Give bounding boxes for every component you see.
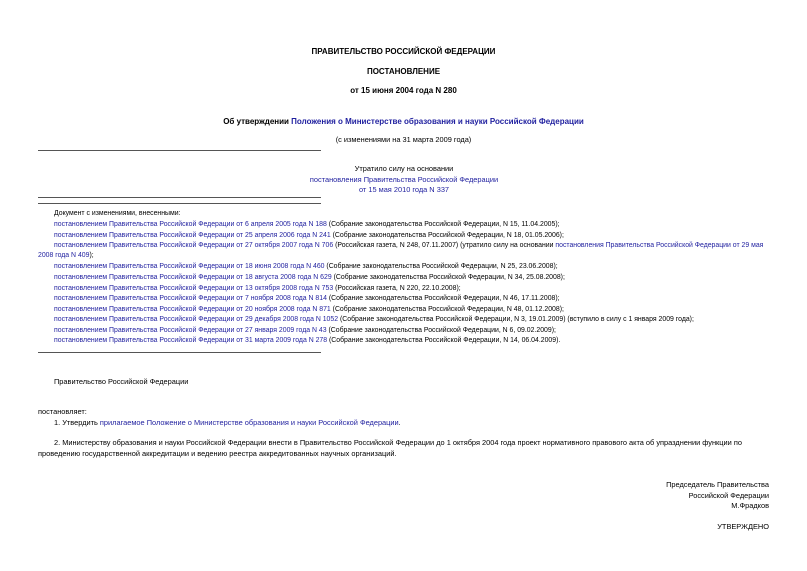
amendment-link[interactable]: постановлением Правительства Российской Федерации от 31 марта 2009 года N 278	[54, 337, 328, 344]
amendment-link[interactable]: постановлением Правительства Российской Федерации от 6 апреля 2005 года N 188	[54, 221, 327, 228]
amendment-link[interactable]: постановлением Правительства Российской Федерации от 18 июня 2008 года N 460	[54, 263, 325, 270]
title-prefix: Об утверждении	[223, 117, 292, 126]
paragraph-2: 2. Министерству образования и науки Российской Федерации внести в Правительство Российской Федерации до 1 октября 2004 года проект нормативного правового акта об упразднении функции по проведению государственной аккредитации и ведению реестра аккредитованных научных организаций.	[38, 438, 742, 458]
document-date-number: от 15 июня 2004 года N 280	[350, 86, 457, 95]
amendment-item: постановлением Правительства Российской Федерации от 29 декабря 2008 года N 1052 (Собрание законодательства Российской Федерации, N 3, 19.01.2009) (вступило в силу с 1 января 2009 года);	[54, 316, 694, 323]
amendment-link[interactable]: постановлением Правительства Российской Федерации от 20 ноября 2008 года N 871	[54, 306, 331, 313]
divider	[38, 352, 321, 353]
decrees-label: постановляет:	[38, 407, 87, 416]
document-type: ПОСТАНОВЛЕНИЕ	[366, 67, 441, 76]
paragraph-1: 1. Утвердить прилагаемое Положение о Министерстве образования и науки Российской Федерации.	[54, 418, 401, 427]
repeal-notice	[300, 164, 508, 196]
amendment-item: постановлением Правительства Российской Федерации от 7 ноября 2008 года N 814 (Собрание законодательства Российской Федерации, N 46, 17.11.2008);	[54, 295, 560, 302]
amended-note: (с изменениями на 31 марта 2009 года)	[335, 135, 472, 144]
amendment-item: постановлением Правительства Российской Федерации от 27 октября 2007 года N 706 (Российская газета, N 248, 07.11.2007) (утратило силу на основании постановления Правительства Российской Федерации от 29 мая 2008 года N 409);	[38, 242, 764, 259]
title-link[interactable]: Положения о Министерстве образования и науки Российской Федерации	[291, 117, 584, 126]
amendment-repeal-link[interactable]: постановления Правительства Российской Федерации от 29 мая 2008 года N 409	[38, 242, 764, 259]
divider	[38, 150, 321, 151]
amendment-item: постановлением Правительства Российской Федерации от 27 января 2009 года N 43 (Собрание законодательства Российской Федерации, N 6, 09.02.2009);	[54, 327, 556, 334]
amendment-link[interactable]: постановлением Правительства Российской Федерации от 7 ноября 2008 года N 814	[54, 295, 327, 302]
amendment-link[interactable]: постановлением Правительства Российской Федерации от 18 августа 2008 года N 629	[54, 274, 332, 281]
amendment-item: постановлением Правительства Российской Федерации от 31 марта 2009 года N 278 (Собрание законодательства Российской Федерации, N 14, 06.04.2009).	[54, 337, 561, 344]
amendment-link[interactable]: постановлением Правительства Российской Федерации от 27 октября 2007 года N 706	[54, 242, 334, 249]
document-title	[0, 117, 807, 127]
amendment-item: постановлением Правительства Российской Федерации от 20 ноября 2008 года N 871 (Собрание законодательства Российской Федерации, N 48, 01.12.2008);	[54, 306, 564, 313]
government-subject: Правительство Российской Федерации	[54, 377, 189, 386]
regulation-link[interactable]: прилагаемое Положение о Министерстве образования и науки Российской Федерации	[99, 418, 399, 427]
amendment-item: постановлением Правительства Российской Федерации от 18 августа 2008 года N 629 (Собрание законодательства Российской Федерации, N 34, 25.08.2008);	[54, 274, 565, 281]
amendments-intro: Документ с изменениями, внесенными:	[54, 210, 181, 217]
amendment-item: постановлением Правительства Российской Федерации от 18 июня 2008 года N 460 (Собрание законодательства Российской Федерации, N 25, 23.06.2008);	[54, 263, 558, 270]
amendment-item: постановлением Правительства Российской Федерации от 13 октября 2008 года N 753 (Российская газета, N 220, 22.10.2008);	[54, 285, 461, 292]
signature-name: М.Фрадков	[731, 501, 769, 510]
repeal-link[interactable]: постановления Правительства Российской Федерации	[309, 174, 499, 184]
signature-organization: Российской Федерации	[688, 490, 769, 500]
signature-position: Председатель Правительства	[666, 480, 769, 489]
repeal-link-date[interactable]: от 15 мая 2010 года N 337	[358, 185, 450, 194]
amendment-link[interactable]: постановлением Правительства Российской Федерации от 27 января 2009 года N 43	[54, 327, 327, 334]
signature-block	[666, 480, 769, 512]
divider	[38, 203, 321, 204]
approved-label: УТВЕРЖДЕНО	[717, 522, 769, 531]
amendment-item: постановлением Правительства Российской Федерации от 25 апреля 2006 года N 241 (Собрание законодательства Российской Федерации, N 18, 01.05.2006);	[54, 232, 564, 239]
amendment-link[interactable]: постановлением Правительства Российской Федерации от 13 октября 2008 года N 753	[54, 285, 334, 292]
divider	[38, 197, 321, 198]
amendment-link[interactable]: постановлением Правительства Российской Федерации от 25 апреля 2006 года N 241	[54, 232, 331, 239]
amendment-item: постановлением Правительства Российской Федерации от 6 апреля 2005 года N 188 (Собрание законодательства Российской Федерации, N 15, 11.04.2005);	[54, 221, 560, 228]
government-heading: ПРАВИТЕЛЬСТВО РОССИЙСКОЙ ФЕДЕРАЦИИ	[311, 47, 496, 56]
amendment-link[interactable]: постановлением Правительства Российской Федерации от 29 декабря 2008 года N 1052	[54, 316, 339, 323]
repeal-line: Утратило силу на основании	[354, 164, 454, 173]
